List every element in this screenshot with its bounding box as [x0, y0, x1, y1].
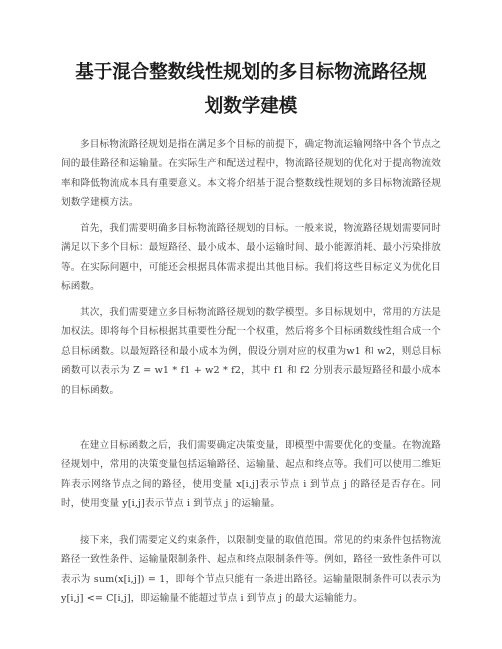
paragraph-objectives: 首先，我们需要明确多目标物流路径规划的目标。一般来说，物流路径规划需要同时满足以下多个目标：最短路径、最小成本、最小运输时间、最小能源消耗、最小污染排放等。在实际问题中，可能还会根据具体需求提出其他目标。我们将这些目标定义为优化目标函数。 — [61, 223, 441, 293]
paragraph-model: 其次，我们需要建立多目标物流路径规划的数学模型。多目标规划中，常用的方法是加权法。即将每个目标根据其重要性分配一个权重，然后将多个目标函数线性组合成一个总目标函数。以最短路径和最小成本为例，假设分别对应的权重为w1 和 w2，则总目标函数可以表示为 Z = w1 * f1 + w2 * f2，其中 f1 和 f2 分别表示最短路径和最小成本的目标函数。 — [61, 307, 441, 396]
document-title-line-1: 基于混合整数线性规划的多目标物流路径规 — [75, 62, 427, 83]
paragraph-constraints: 接下来，我们需要定义约束条件，以限制变量的取值范围。常见的约束条件包括物流路径一致性条件、运输量限制条件、起点和终点限制条件等。例如，路径一致性条件可以表示为 sum(x[i,j]) = 1，即每个节点只能有一条进出路径。运输量限制条件可以表示为 y[i,j] <= C[i,j]，即运输量不能超过节点 i 到节点 j 的最大运输能力。 — [61, 535, 441, 605]
paragraph-decision-variables: 在建立目标函数之后，我们需要确定决策变量，即模型中需要优化的变量。在物流路径规划中，常用的决策变量包括运输路径、运输量、起点和终点等。我们可以使用二维矩阵表示网络节点之间的路径，使用变量 x[i,j]表示节点 i 到节点 j 的路径是否存在。同时，使用变量 y[i,j]表示节点 i 到节点 j 的运输量。 — [61, 440, 441, 510]
paragraph-intro: 多目标物流路径规划是指在满足多个目标的前提下，确定物流运输网络中各个节点之间的最佳路径和运输量。在实际生产和配送过程中，物流路径规划的优化对于提高物流效率和降低物流成本具有重要意义。本文将介绍基于混合整数线性规划的多目标物流路径规划数学建模方法。 — [61, 139, 441, 209]
document-title-line-2: 划数学建模 — [204, 96, 298, 117]
